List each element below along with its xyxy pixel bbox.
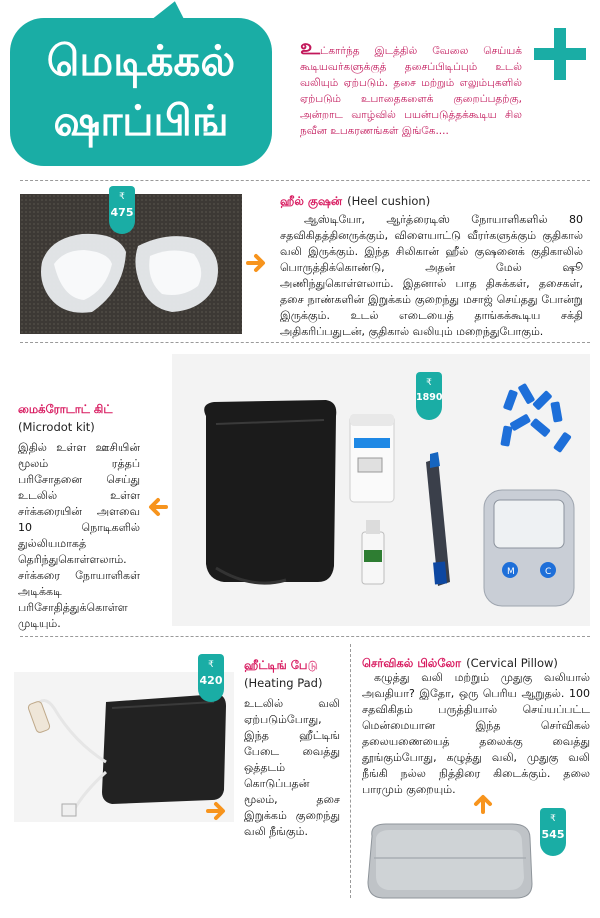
heating-name-en: (Heating Pad) — [244, 676, 323, 690]
heating-name-ta: ஹீட்டிங் பேடு — [244, 658, 318, 672]
heel-price-tag — [109, 186, 135, 234]
divider-3 — [20, 636, 590, 637]
heel-price: 475 — [110, 206, 134, 219]
microdot-price-tag — [416, 372, 442, 420]
pillow-heading — [362, 652, 558, 672]
divider-top — [20, 180, 590, 181]
pillow-name-en: (Cervical Pillow) — [466, 656, 558, 670]
heel-heading — [280, 190, 430, 210]
heel-name-ta: ஹீல் குஷன் — [280, 194, 343, 208]
cervical-pillow-photo — [362, 818, 538, 902]
svg-text:C: C — [545, 567, 552, 577]
heel-price-symbol: ₹ — [119, 192, 125, 202]
pillow-price-symbol: ₹ — [550, 814, 556, 824]
intro-drop-cap: உ — [300, 35, 320, 60]
plus-icon-vertical — [554, 28, 566, 80]
intro-text — [300, 35, 522, 139]
heel-name-en: (Heel cushion) — [347, 194, 431, 208]
arrow-up-icon — [472, 792, 494, 814]
pillow-price: 545 — [541, 828, 565, 841]
intro-body: ட்கார்ந்த இடத்தில் வேலை செய்யக் கூடியவர்களுக்குத் தசைப்பிடிப்பும் உடல் வலியும் ஏற்படும். தசை மற்றும் எலும்புகளில் ஏற்படும் உபாதைகளைக் குறைப்பதற்கு, அன்றாட வாழ்வில் பயன்படுத்தக்கூடிய சில நவீன உபகரணங்கள் இங்கே.... — [300, 45, 522, 137]
heating-price-symbol: ₹ — [208, 660, 214, 670]
title-line-1: மெடிக்கல் — [46, 36, 236, 85]
microdot-kit-photo — [172, 354, 590, 626]
microdot-price: 1890 — [416, 392, 443, 403]
title-line-2: ஷாப்பிங் — [53, 96, 229, 145]
arrow-right-icon — [246, 252, 268, 274]
heating-price-tag — [198, 654, 224, 702]
arrow-left-icon — [146, 496, 168, 518]
microdot-price-symbol: ₹ — [426, 378, 432, 388]
arrow-right-icon-2 — [206, 800, 228, 822]
heel-description: ஆஸ்டியோ, ஆர்த்ரைடிஸ் நோயாளிகளில் 80 சதவிகிதத்தினருக்கும், விளையாட்டு வீரர்களுக்கும் குதிகால் வலி இருக்கும். இந்த சிலிகான் ஹீல் குஷனைக் குதிகாலில் பொருத்திக்கொண்டு, அதன் மேல் ஷூ அணிந்துகொள்ளலாம். இதனால் பாத திசுக்கள், தசைகள், தசை நாண்களின் இறுக்கம் குறைந்து மசாஜ் செய்தது போன்று இருக்கும். உடல் எடையைத் தாங்கக்கூடிய சக்தி அதிகரிப்பதுடன், குதிகால் வலியும் மறைந்துபோகும். — [280, 213, 583, 338]
pillow-price-tag — [540, 808, 566, 856]
pillow-name-ta: செர்விகல் பில்லோ — [362, 656, 462, 670]
microdot-description: இதில் உள்ள ஊசியின் மூலம் ரத்தப் பரிசோதனை செய்து உடலில் உள்ள சர்க்கரையின் அளவை 10 நொடிகளில் துல்லியமாகத் தெரிந்துகொள்ளலாம். சர்க்கரை நோயாளிகள் அடிக்கடி பரிசோதித்துக்கொள்ள முடியும். — [18, 441, 140, 630]
microdot-name-en: (Microdot kit) — [18, 420, 95, 434]
svg-text:M: M — [507, 567, 515, 577]
divider-2 — [20, 342, 590, 343]
divider-vertical — [350, 644, 351, 898]
heating-description: உடலில் வலி ஏற்படும்போது, இந்த ஹீட்டிங் பேடை வைத்து ஒத்தடம் கொடுப்பதன் மூலம், தசை இறுக்கம் குறைந்து வலி நீங்கும். — [244, 697, 340, 838]
heating-heading — [244, 658, 322, 690]
heating-price: 420 — [199, 674, 223, 687]
microdot-name-ta: மைக்ரோடாட் கிட் — [18, 402, 113, 416]
pillow-description: கழுத்து வலி மற்றும் முதுகு வலியால் அவதியா? இதோ, ஒரு பெரிய ஆறுதல். 100 சதவிகிதம் பருத்தியால் செய்யப்பட்ட மென்மையான இந்த செர்விகல் தலையணையைத் தலைக்கு வைத்து தூங்கும்போது, கழுத்து வலி, முதுகு வலி நீங்கி நல்ல நித்திரை கிடைக்கும். தலை பாரமும் குறையும். — [362, 671, 590, 796]
microdot-heading — [18, 402, 113, 434]
